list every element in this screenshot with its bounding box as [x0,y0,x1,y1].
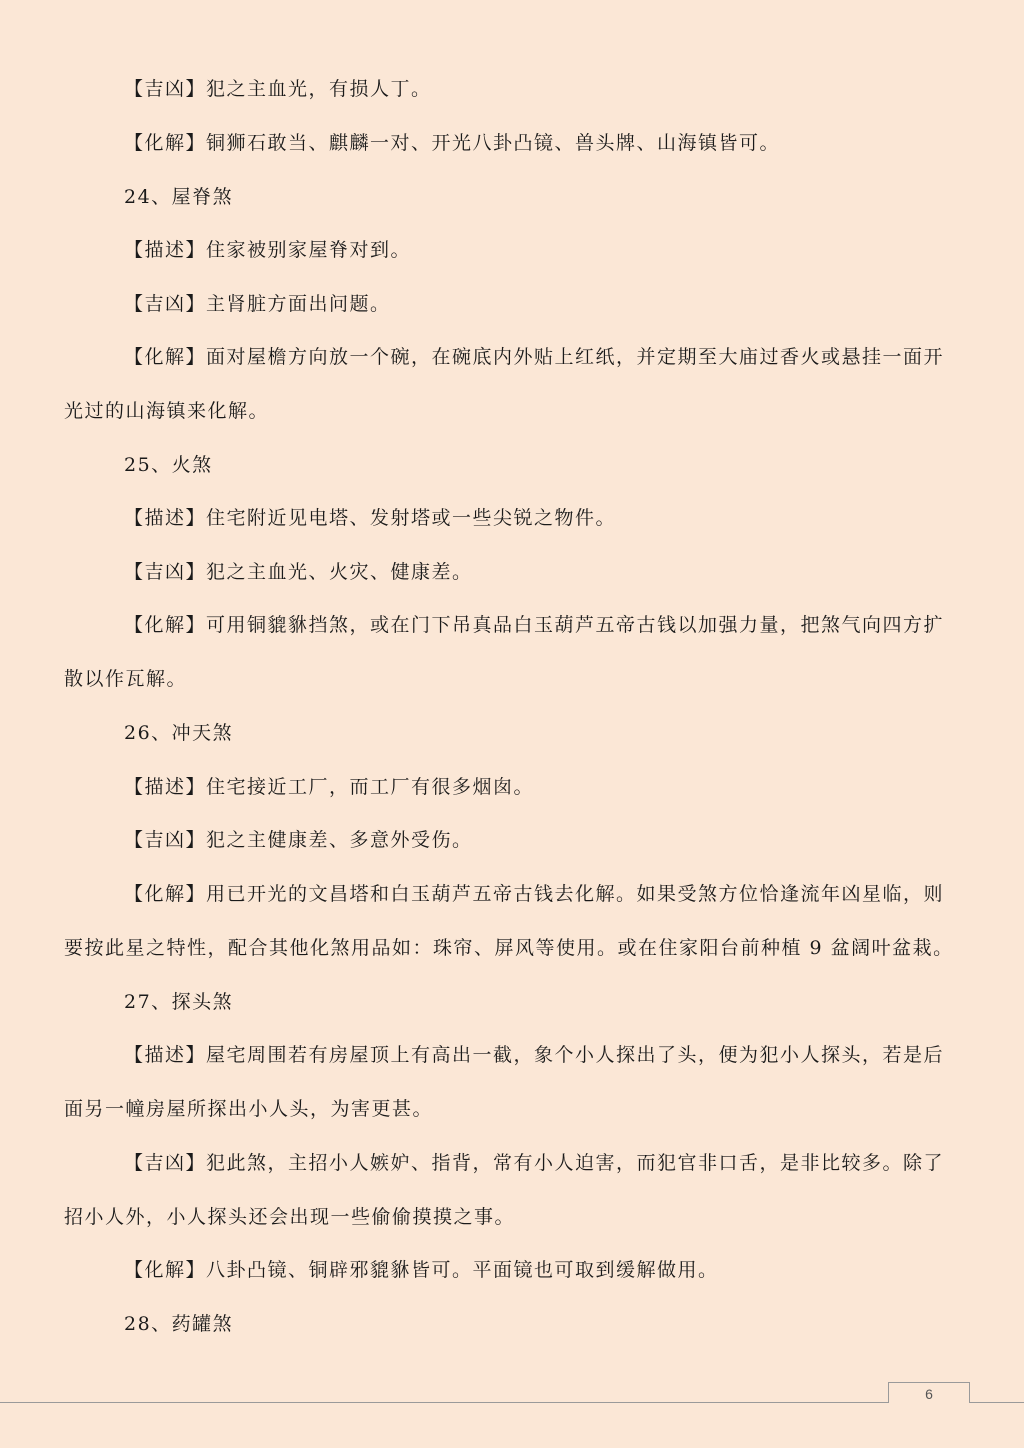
paragraph-1: 【吉凶】犯之主血光，有损人丁。 [124,78,432,100]
footer-rule [0,1402,1024,1403]
section-heading-25: 25、火煞 [124,454,213,476]
section-heading-28: 28、药罐煞 [124,1313,234,1335]
paragraph-5: 【化解】面对屋檐方向放一个碗，在碗底内外贴上红纸，并定期至大庙过香火或悬挂一面开光过的山海镇来化解。 [64,346,945,422]
paragraph-12: 【描述】屋宅周围若有房屋顶上有高出一截，象个小人探出了头，便为犯小人探头，若是后面另一幢房屋所探出小人头，为害更甚。 [64,1044,945,1120]
paragraph-14: 【化解】八卦凸镜、铜辟邪貔貅皆可。平面镜也可取到缓解做用。 [124,1259,719,1281]
paragraph-11: 【化解】用已开光的文昌塔和白玉葫芦五帝古钱去化解。如果受煞方位恰逢流年凶星临，则要按此星之特性，配合其他化煞用品如：珠帘、屏风等使用。或在住家阳台前种植 9 盆阔叶盆栽。 [64,883,954,959]
page-number: 6 [888,1382,970,1403]
paragraph-10: 【吉凶】犯之主健康差、多意外受伤。 [124,829,473,851]
section-heading-24: 24、屋脊煞 [124,186,234,208]
paragraph-7: 【吉凶】犯之主血光、火灾、健康差。 [124,561,473,583]
section-heading-26: 26、冲天煞 [124,722,234,744]
paragraph-8: 【化解】可用铜貔貅挡煞，或在门下吊真品白玉葫芦五帝古钱以加强力量，把煞气向四方扩散以作瓦解。 [64,614,945,690]
paragraph-9: 【描述】住宅接近工厂，而工厂有很多烟囱。 [124,776,535,798]
paragraph-13: 【吉凶】犯此煞，主招小人嫉妒、指背，常有小人迫害，而犯官非口舌，是非比较多。除了招小人外，小人探头还会出现一些偷偷摸摸之事。 [64,1152,945,1228]
section-heading-27: 27、探头煞 [124,991,234,1013]
paragraph-2: 【化解】铜狮石敢当、麒麟一对、开光八卦凸镜、兽头牌、山海镇皆可。 [124,132,781,154]
paragraph-4: 【吉凶】主肾脏方面出问题。 [124,293,391,315]
paragraph-6: 【描述】住宅附近见电塔、发射塔或一些尖锐之物件。 [124,507,617,529]
paragraph-3: 【描述】住家被别家屋脊对到。 [124,239,412,261]
